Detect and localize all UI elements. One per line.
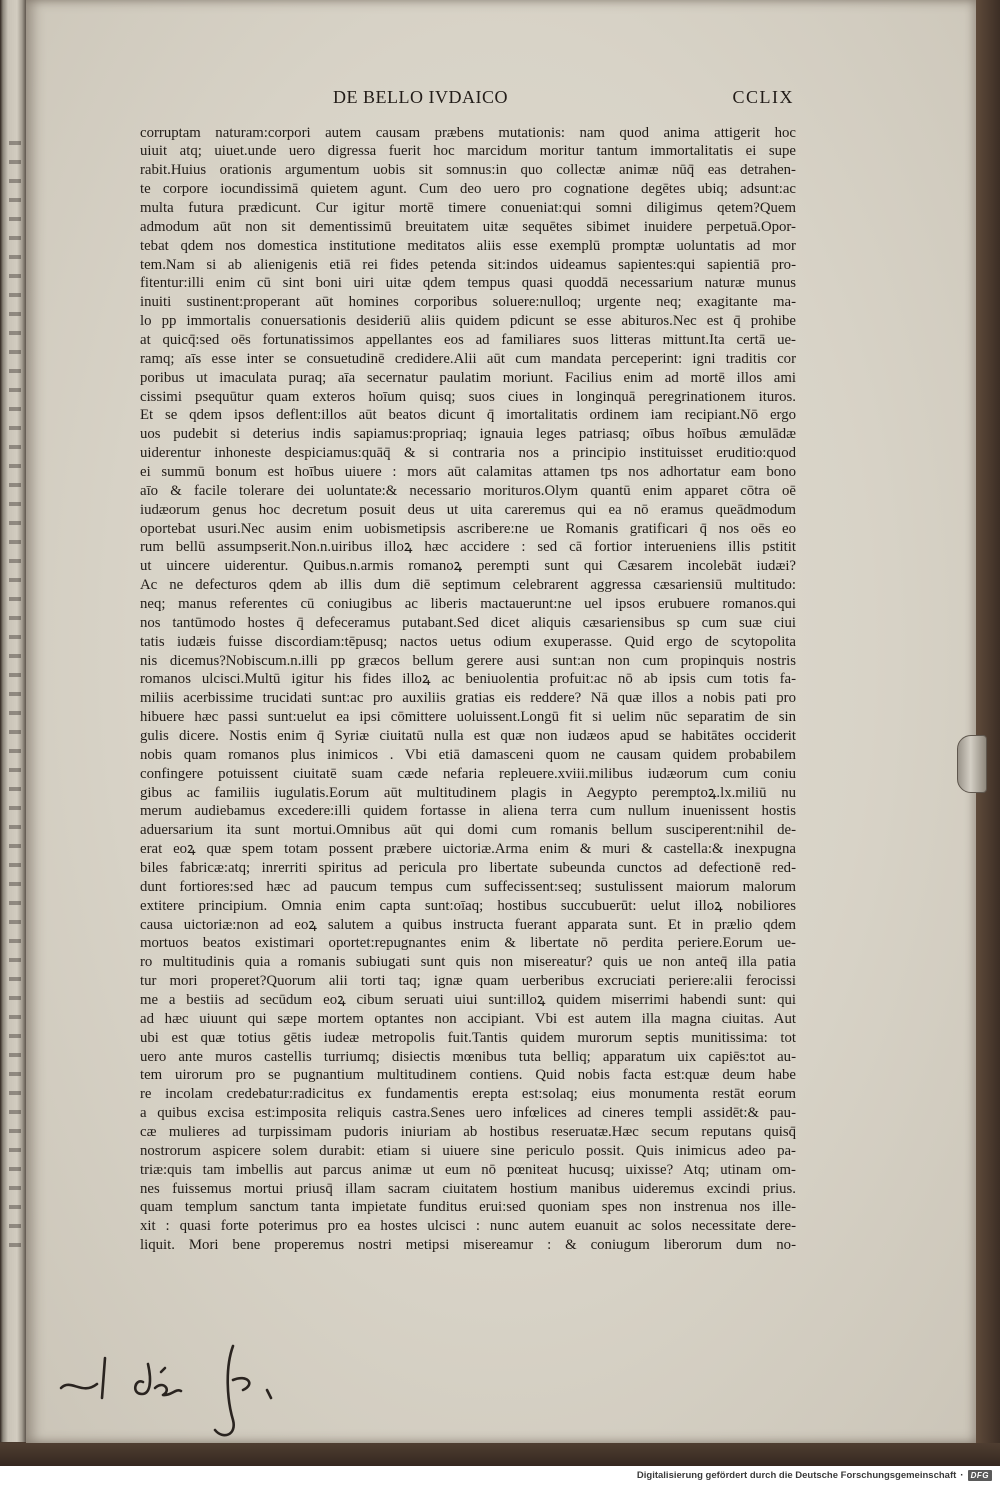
text-line: nes fuissemus mortui priusq̄ illam sacram ciuitatem hostium manibus uideremus excindi prius. — [140, 1180, 796, 1197]
text-line: uiderentur inhoneste despiciamus:quāq̄ & si contraria nos a principio instituisset eruditio:quod — [140, 445, 796, 462]
text-line: inuiti sustinent:properant aūt homines corporibus soluere:nulloq; urgente neq; exagitante ma- — [140, 294, 796, 311]
text-line: cissimi psequūtur quam exteros hoīum quisq; suos ciues in longinquā peregrinationem ituros. — [140, 388, 796, 405]
text-line: admodum aūt non sit dementissimū breuitatem uitæ sequētes sibimet inuidere perpetuā.Opor- — [140, 218, 796, 235]
text-line: a quibus excisa est:imposita reliquis castra.Senes uero infœlices ad cineres templi assidēt:& pau- — [140, 1105, 796, 1122]
text-line: uos pudebit si deterius indis sapiamus:propriaq; ignauia leges patriasq; oībus hoībus æmulādæ — [140, 426, 796, 443]
text-line: extitere principium. Omnia enim capta sunt:oīaq; hostibus succubuerūt: uelut illoꝝ nobiliores — [140, 897, 796, 914]
footer-bar — [0, 1466, 1000, 1485]
text-line: me a bestiis ad secūdum eoꝝ cibum seruati uiui sunt:illoꝝ quidem miserrimi habendi sunt: qui — [140, 992, 796, 1009]
text-line: merum audiebamus excedere:illi quidem fortasse in aliena terra cum nullum inuenissent hostis — [140, 803, 796, 820]
text-line: lo pp immortalis conuersationis desideriū aliis quidem pdicunt se esse abituros.Nec est q̄ prohibe — [140, 313, 796, 330]
metal-clasp — [957, 735, 987, 793]
text-line: tebat qdem nos domestica institutione meditatos aliis esse exemplū promptæ uoluntatis ad mor — [140, 237, 796, 254]
text-line: ro multitudinis quia a romanis subiugati sunt quis non misereatur? quis ue non anteq̄ illa patia — [140, 954, 796, 971]
text-line: ubi est quæ totius gētis iudeæ metropolis fuit.Tantis quidem murorum septis munitissima: tot — [140, 1029, 796, 1046]
text-line: romanos ulcisci.Multū igitur his fides illoꝝ ac beniuolentia profuit:ac nō ab ipsis cum totis fa- — [140, 671, 796, 688]
text-line: neq; manus referentes cū coniugibus ac liberis mactauerunt:ne uel ipsos erubuere romanos.qui — [140, 595, 796, 612]
text-line: ad hæc uiuunt qui sæpe mortem optantes non accipiant. Vbi est autem illa magna ciuitas. Aut — [140, 1010, 796, 1027]
text-line: erat eoꝝ quæ spem totam possent præbere uictoriæ.Arma enim & muri & castella:& inexpugna — [140, 841, 796, 858]
text-line: ut uincere uiderentur. Quibus.n.armis romanoꝝ perempti sunt qui Cæsarem incolebāt iudæi? — [140, 558, 796, 575]
facing-page-text-fragments — [9, 130, 21, 1250]
text-line: ei summū bonum est hoībus uiuere : mors aūt calamitas attamen tps nos adhortatur eam bono — [140, 463, 796, 480]
text-line: iudæorum genus hoc decretum posuit deus ut uita careremus qui ea nō eramus queādmodum — [140, 501, 796, 518]
text-line: gibus ac familiis iugulatis.Eorum aūt multitudinem plagis in Aegypto peremptoꝝ.lx.miliū nu — [140, 784, 796, 801]
text-line: mortuos beatos existimari oportet:repugnantes enim & libertate nō perdita periere.Eorum ue- — [140, 935, 796, 952]
handwritten-marginalia — [55, 1338, 305, 1443]
text-line: Ac ne defecturos qdem ab illis dum diē septimum celebrarent aggressa cæsariensiū multitudo: — [140, 577, 796, 594]
text-line: hibuere hæc passi sunt:uelut ea ipsi cōmittere uoluissent.Longū fit si uelim nūc separatim de sin — [140, 709, 796, 726]
text-line: corruptam naturam:corpori autem causam præbens mutationis: nam quod anima attigerit hoc — [140, 124, 796, 141]
text-line: te corpore iocundissimā quietem agunt. Cum deo uero pro cognatione degētes ubiq; adsunt:ac — [140, 181, 796, 198]
text-line: at quicq̄:sed oēs fortunatissimos appellantes eos ad familiares suos litteras mittunt.Ita certā ue- — [140, 331, 796, 348]
running-title: DE BELLO IVDAICO — [333, 87, 508, 107]
cover-edge-bottom — [0, 1443, 1000, 1466]
text-block — [140, 124, 796, 1256]
text-line: ramq; aīs esse inter se consuetudinē credidere.Alii aūt cum mandata perceperint: igni traditis cor — [140, 350, 796, 367]
footer-separator: · — [960, 1470, 964, 1481]
text-line: re incolam credebatur:radicitus ex fundamentis erepta est:solaq; eius monumenta restāt eorum — [140, 1086, 796, 1103]
text-line: confingere potuissent ciuitatē suam cæde nefaria repleuere.xviii.milibus iudæorum cum coniu — [140, 765, 796, 782]
text-line: tem.Nam si ab alienigenis etiā rei fides petenda sit:indos uideamus sapientes:qui sapientiā pro- — [140, 256, 796, 273]
text-line: nis dicemus?Nobiscum.n.illi pp græcos bellum gerere ausi sunt:an non cum propinquis nostris — [140, 652, 796, 669]
text-line: fitentur:illi enim cū sint boni uiri uitæ qdem tempus quasi quoddā necessarium naturæ munus — [140, 275, 796, 292]
text-line: miliis acerbissime trucidati sunt:ac pro auxiliis gratias eis reddere? Nā quæ illos a nobis pati pro — [140, 690, 796, 707]
text-line: Et se qdem ipsos deflent:illos aūt beatos dicunt q̄ imortalitatis ordinem iam recipiant.Nō ergo — [140, 407, 796, 424]
cover-edge-right — [976, 0, 1000, 1466]
text-line: liquit. Mori bene properemus nostri metipsi misereamur : & coniugum liberorum dum no- — [140, 1237, 796, 1254]
text-line: cæ mulieres ad turpissimam pudoris iniuriam ab hostibus reseruatæ.Hæc secum reputans quisq̄ — [140, 1124, 796, 1141]
text-line: causa uictoriæ:non ad eoꝝ salutem a quibus instructa fuerant apparata sunt. Et in prælio qdem — [140, 916, 796, 933]
dfg-logo: DFG — [968, 1470, 992, 1481]
text-line: rabit.Huius orationis argumentum uobis sit somnus:in quo collectæ animæ nūq̄ eas detrahen- — [140, 162, 796, 179]
text-line: rum bellū assumpserit.Non.n.uiribus illoꝝ hæc accidere : sed cā fortior interueniens illis pstitit — [140, 539, 796, 556]
text-line: dunt fortiores:sed hæc ad paucum tempus cum suffecissent:seq; sustulissent maiorum malorum — [140, 878, 796, 895]
text-line: xit : quasi forte poterimus pro ea hostes ulcisci : nunc autem euanuit ac solos necessitate dere- — [140, 1218, 796, 1235]
text-line: aduersarium ita sunt mortui.Omnibus aūt qui domi cum romanis bellum susciperent:nihil de- — [140, 822, 796, 839]
text-line: biles fabricæ:atq; inrerriti spiritus ad pericula pro libertate subeunda cunctos ad defectionē red- — [140, 860, 796, 877]
text-line: multa futura prædicunt. Cur igitur mortē timere conueniat:qui somni diligimus qetem?Quem — [140, 199, 796, 216]
text-line: triæ:quis tam imbellis aut parcus animæ ut eum nō pœniteat hucusq; uixisse? Atq; utinam om- — [140, 1161, 796, 1178]
text-line: quam templum sanctum tanta impietate funditus erui:sed quoniam spes non instrenua nos ille- — [140, 1199, 796, 1216]
text-line: tem uirorum pro se pugnantium multitudinem contiens. Quid nobis facta est:quæ deum habe — [140, 1067, 796, 1084]
text-line: poribus ut imaculata puraq; aīa secernatur paulatim moriunt. Facilius enim ad mortē illos ami — [140, 369, 796, 386]
text-line: gulis dicere. Nostis enim q̄ Syriæ ciuitatū nulla est quæ non iudæos apud se habitātes occiderit — [140, 728, 796, 744]
text-line: oportebat usuri.Nec ausim enim uobismetipsis ascribere:ne ue Romanis gratificari q̄ nos oēs eo — [140, 520, 796, 537]
text-line: nobis quam romanos plus inimicos . Vbi etiā damasceni quom ne causam quidem probabilem — [140, 746, 796, 763]
footer-credit: Digitalisierung gefördert durch die Deutsche Forschungsgemeinschaft — [636, 1470, 957, 1481]
text-line: tur mori properet?Quorum alii torti taq; ignæ quam uerberibus excruciati periere:alii ferocissi — [140, 973, 796, 990]
text-line: uero ante muros castellis turriumq; disiectis mœnibus tuta belliq; apparatum uix capiēs:tot au- — [140, 1048, 796, 1065]
facing-page-edge — [0, 0, 26, 1442]
text-line: aīo & facile tolerare dei uoluntate:& necessario morituros.Olym quantū enim apparet cōtra oē — [140, 482, 796, 499]
text-line: nostrorum aspicere solem durabit: etiam si uiuere sine periculo possit. Quis inimicus adeo pa- — [140, 1142, 796, 1159]
text-line: tatis iudæis fuisse discordiam:tēpusq; nactos uetus odium exuperasse. Quid ergo de scytopolita — [140, 633, 796, 650]
folio-number: CCLIX — [732, 87, 794, 107]
text-line: uiuit atq; uiuet.unde uero digressa fuerit hoc marcidum moritur tantum immortalitatis ei supe — [140, 143, 796, 160]
text-line: nos tantūmodo hostes q̄ defeceramus putabant.Sed dicet aliquis cæsariensibus sp cum suæ ciui — [140, 614, 796, 631]
